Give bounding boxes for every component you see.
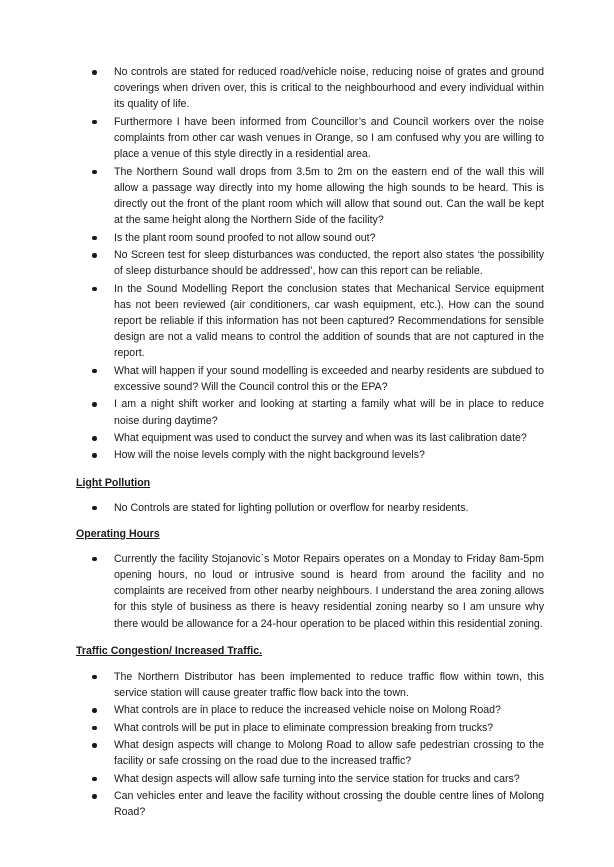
list-item-text: What design aspects will allow safe turning into the service station for trucks and cars?	[114, 772, 520, 785]
list-item	[76, 114, 544, 163]
list-item-text: The Northern Distributor has been implemented to reduce traffic flow within town, this service station will cause greater traffic flow back into the town.	[114, 670, 544, 699]
list-item	[76, 771, 544, 787]
list-item-text: How will the noise levels comply with the night background levels?	[114, 449, 425, 462]
bullet-icon	[92, 70, 97, 75]
list-item	[76, 720, 544, 736]
bullet-icon	[92, 120, 97, 125]
list-item-text: In the Sound Modelling Report the conclusion states that Mechanical Service equipment has not been reviewed (air conditioners, car wash equipment, etc.). How can the sound report be reliable if this information has not been captured? Recommendations for sensible design are not a valid means to control the addition of sounds that are not captured in the report.	[114, 282, 544, 360]
bullet-icon	[92, 170, 97, 175]
bullet-icon	[92, 453, 97, 458]
bullet-icon	[92, 287, 97, 292]
list-item-text: No Screen test for sleep disturbances was conducted, the report also states ‘the possibility of sleep disturbance should be addressed’, how can this report can be reliable.	[114, 248, 544, 278]
list-item-text: Can vehicles enter and leave the facility without crossing the double centre lines of Molong Road?	[114, 790, 544, 819]
list-item	[76, 669, 544, 701]
bullet-icon	[92, 777, 97, 782]
list-item	[76, 702, 544, 718]
list-item-text: What will happen if your sound modelling is exceeded and nearby residents are subdued to excessive sound? Will the Council control this or the EPA?	[114, 364, 544, 393]
list-item-text: No controls are stated for reduced road/vehicle noise, reducing noise of grates and ground coverings when driven over, this is critical to the neighbourhood and every individual within its quality of life.	[114, 66, 544, 111]
bullet-icon	[92, 794, 97, 799]
list-item	[76, 281, 544, 362]
bullet-icon	[92, 253, 97, 258]
light-pollution-list	[76, 500, 544, 516]
list-item-text: Furthermore I have been informed from Councillor’s and Council workers over the noise complaints from other car wash venues in Orange, so I am confused why you are willing to place a venue of this style directly in a residential area.	[114, 115, 544, 161]
list-item	[76, 447, 544, 463]
list-item	[76, 737, 544, 769]
traffic-congestion-list	[76, 669, 544, 821]
bullet-icon	[92, 675, 97, 680]
list-item-text: What controls are in place to reduce the increased vehicle noise on Molong Road?	[114, 704, 501, 717]
traffic-congestion-heading: Traffic Congestion/ Increased Traffic.	[76, 644, 263, 657]
list-item-text: I am a night shift worker and looking at starting a family what will be in place to reduce noise during daytime?	[114, 398, 544, 427]
bullet-icon	[92, 726, 97, 731]
light-pollution-heading: Light Pollution	[76, 476, 151, 489]
operating-hours-list	[76, 551, 544, 632]
list-item-text: Is the plant room sound proofed to not allow sound out?	[114, 231, 376, 244]
list-item-text: What equipment was used to conduct the survey and when was its last calibration date?	[114, 431, 527, 444]
bullet-icon	[92, 557, 97, 562]
list-item	[76, 247, 544, 279]
list-item	[76, 396, 544, 428]
list-item	[76, 64, 544, 113]
bullet-icon	[92, 236, 97, 241]
bullet-icon	[92, 436, 97, 441]
list-item	[76, 788, 544, 820]
bullet-icon	[92, 708, 97, 713]
list-item	[76, 363, 544, 395]
list-item-text: What design aspects will change to Molong Road to allow safe pedestrian crossing to the facility or safe crossing on the road due to the increased traffic?	[114, 739, 544, 768]
list-item	[76, 551, 544, 632]
list-item	[76, 500, 544, 516]
list-item	[76, 230, 544, 246]
list-item-text: Currently the facility Stojanovic`s Motor Repairs operates on a Monday to Friday 8am-5pm opening hours, no loud or intrusive sound is heard from around the facility and no complaints are received from other nearby neighbours. I understand the area zoning allows for this style of business as there is heavy residential zoning nearby so I am unsure why there would be allowance for a 24-hour operation to be placed within this residential zoning.	[114, 552, 544, 630]
bullet-icon	[92, 402, 97, 407]
bullet-icon	[92, 743, 97, 748]
noise-concerns-list	[76, 64, 544, 464]
bullet-icon	[92, 506, 97, 511]
list-item-text: No Controls are stated for lighting pollution or overflow for nearby residents.	[114, 501, 469, 514]
list-item-text: The Northern Sound wall drops from 3.5m to 2m on the eastern end of the wall this will allow a passage way directly into my home allowing the high sounds to be heard. This is directly out the front of the plant room which will allow that sound out. Can the wall be kept at the same height along the Northern Side of the facility?	[114, 165, 544, 227]
list-item-text: What controls will be put in place to eliminate compression breaking from trucks?	[114, 721, 494, 734]
operating-hours-heading: Operating Hours	[76, 527, 160, 540]
bullet-icon	[92, 369, 97, 374]
list-item	[76, 430, 544, 446]
list-item	[76, 164, 544, 229]
